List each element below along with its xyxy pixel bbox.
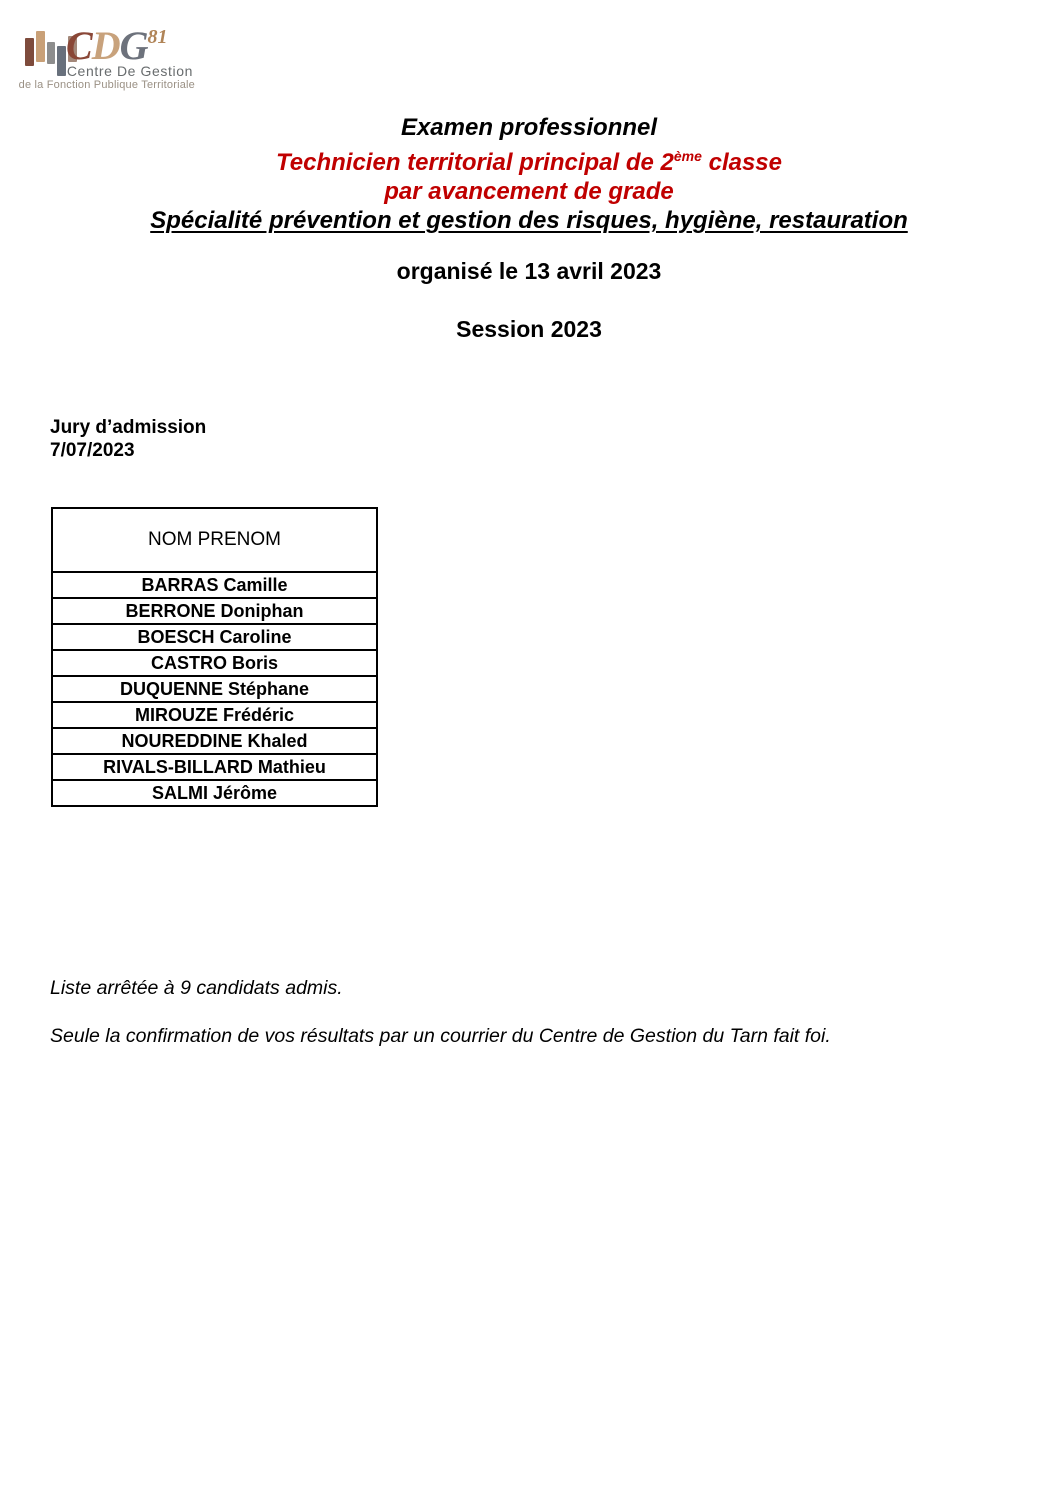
title-grade-superscript: ème: [673, 148, 702, 164]
candidate-name: RIVALS-BILLARD Mathieu: [52, 754, 377, 780]
table-row: [52, 728, 377, 754]
logo-bar-icon: [47, 42, 55, 64]
logo-org-name: Centre De Gestion: [66, 63, 193, 79]
table-row: [52, 702, 377, 728]
title-exam-line: Examen professionnel: [400, 114, 658, 141]
table-row: [52, 650, 377, 676]
candidate-name: SALMI Jérôme: [52, 780, 377, 806]
note-confirmation: Seule la confirmation de vos résultats par un courrier du Centre de Gestion du Tarn fait foi.: [50, 1025, 831, 1047]
session-line: Session 2023: [456, 316, 602, 342]
candidate-name: BERRONE Doniphan: [52, 598, 377, 624]
logo-number-81: 81: [147, 26, 168, 48]
title-grade-line: [0, 142, 1058, 177]
logo-bar-icon: [25, 38, 34, 66]
table-row: [52, 676, 377, 702]
organized-date-line: organisé le 13 avril 2023: [396, 258, 662, 284]
document-title-block: [0, 113, 1058, 235]
table-row: [52, 754, 377, 780]
table-body: [52, 572, 377, 806]
candidate-name: DUQUENNE Stéphane: [52, 676, 377, 702]
candidate-name: MIROUZE Frédéric: [52, 702, 377, 728]
candidate-name: CASTRO Boris: [52, 650, 377, 676]
title-grade-suffix: classe: [701, 149, 782, 176]
logo-letter-g: G: [119, 23, 148, 68]
logo-letter-d: D: [91, 23, 120, 68]
cdg81-logo: [18, 10, 195, 92]
note-candidates-count: Liste arrêtée à 9 candidats admis.: [50, 977, 343, 999]
candidate-name: BARRAS Camille: [52, 572, 377, 598]
table-row: [52, 624, 377, 650]
title-specialty-line: Spécialité prévention et gestion des risques, hygiène, restauration: [150, 207, 908, 234]
logo-letter-c: C: [66, 23, 92, 68]
jury-block: [50, 416, 206, 462]
table-row: [52, 598, 377, 624]
admitted-candidates-table: [51, 507, 378, 807]
title-advancement-line: par avancement de grade: [384, 178, 674, 205]
jury-heading: Jury d’admission: [50, 417, 207, 438]
jury-date: 7/07/2023: [50, 440, 135, 461]
table-header-row: [52, 508, 377, 572]
logo-org-subtitle: de la Fonction Publique Territoriale: [18, 79, 195, 91]
table-row: [52, 780, 377, 806]
table-header-nom-prenom: NOM PRENOM: [52, 508, 377, 572]
logo-bar-icon: [57, 46, 66, 76]
candidate-name: NOUREDDINE Khaled: [52, 728, 377, 754]
candidate-name: BOESCH Caroline: [52, 624, 377, 650]
table-row: [52, 572, 377, 598]
logo-acronym: [66, 16, 167, 67]
title-grade-prefix: Technicien territorial principal de 2: [276, 149, 674, 176]
logo-bar-icon: [36, 31, 45, 62]
